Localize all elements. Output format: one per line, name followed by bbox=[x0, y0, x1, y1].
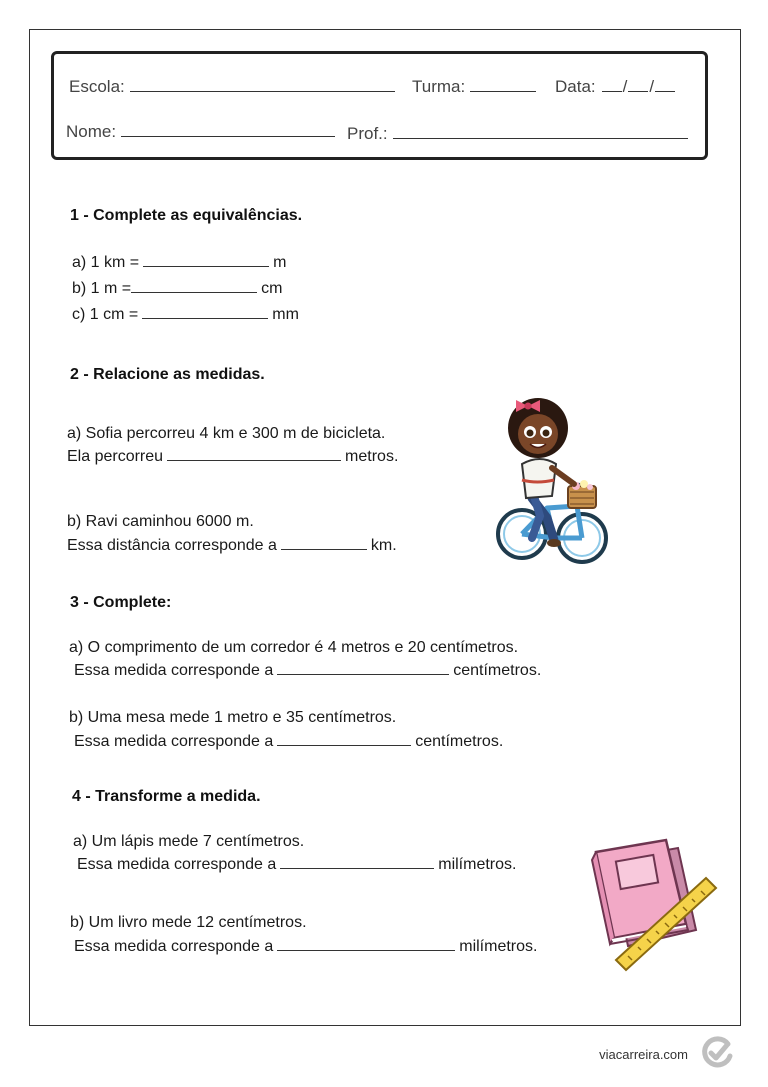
data-field[interactable]: Data: / / bbox=[555, 77, 676, 97]
date-year-line[interactable] bbox=[655, 91, 675, 92]
q3-a-line2-text: Essa medida corresponde a bbox=[74, 662, 274, 679]
turma-input-line[interactable] bbox=[470, 90, 536, 92]
turma-label: Turma: bbox=[412, 77, 466, 96]
nome-input-line[interactable] bbox=[121, 135, 335, 137]
q4-b-line2-text: Essa medida corresponde a bbox=[74, 938, 274, 955]
q2-a-line2-text: Ela percorreu bbox=[67, 448, 164, 465]
q2-b-line2-text: Essa distância corresponde a bbox=[67, 537, 277, 554]
girl-on-bicycle-icon bbox=[492, 388, 610, 576]
q2-b-line1: b) Ravi caminhou 6000 m. bbox=[67, 513, 254, 530]
q4-title: 4 - Transforme a medida. bbox=[72, 788, 261, 805]
q4-a-blank[interactable] bbox=[280, 868, 434, 869]
q3-b-line2-text: Essa medida corresponde a bbox=[74, 733, 274, 750]
q2-a-line1: a) Sofia percorreu 4 km e 300 m de bicicleta. bbox=[67, 425, 386, 442]
q4-a-line2-text: Essa medida corresponde a bbox=[77, 856, 277, 873]
q2-a-line2 bbox=[67, 448, 398, 466]
q1-item-b-text: b) 1 m = bbox=[72, 280, 132, 297]
q1-item-c-text: c) 1 cm = bbox=[72, 306, 139, 323]
books-and-ruler-icon bbox=[588, 838, 720, 974]
date-month-line[interactable] bbox=[628, 91, 648, 92]
q2-a-blank[interactable] bbox=[167, 460, 341, 461]
q3-b-line1: b) Uma mesa mede 1 metro e 35 centímetros. bbox=[69, 709, 397, 726]
nome-label: Nome: bbox=[66, 122, 117, 141]
date-day-line[interactable] bbox=[602, 91, 622, 92]
escola-field[interactable] bbox=[69, 77, 395, 97]
q1-item-b-blank[interactable] bbox=[131, 292, 257, 293]
data-label: Data: bbox=[555, 77, 596, 96]
q1-item-c bbox=[72, 306, 299, 324]
q3-a-unit: centímetros. bbox=[453, 662, 542, 679]
q1-item-a-text: a) 1 km = bbox=[72, 254, 140, 271]
q2-b-blank[interactable] bbox=[281, 549, 367, 550]
q3-a-line2 bbox=[74, 662, 541, 680]
q2-b-line2 bbox=[67, 537, 397, 555]
q1-item-a-blank[interactable] bbox=[143, 266, 269, 267]
q4-b-line1: b) Um livro mede 12 centímetros. bbox=[70, 914, 307, 931]
q1-item-b-unit: cm bbox=[261, 280, 283, 297]
prof-field[interactable] bbox=[347, 124, 688, 144]
q3-title: 3 - Complete: bbox=[70, 594, 172, 611]
q1-item-c-blank[interactable] bbox=[142, 318, 268, 319]
q1-title: 1 - Complete as equivalências. bbox=[70, 207, 303, 224]
prof-label: Prof.: bbox=[347, 124, 388, 143]
q4-b-blank[interactable] bbox=[277, 950, 455, 951]
q2-b-unit: km. bbox=[370, 537, 397, 554]
turma-field[interactable] bbox=[412, 77, 536, 97]
q1-item-c-unit: mm bbox=[272, 306, 299, 323]
q4-b-unit: milímetros. bbox=[459, 938, 538, 955]
q2-title: 2 - Relacione as medidas. bbox=[70, 366, 265, 383]
prof-input-line[interactable] bbox=[393, 137, 688, 139]
q1-item-b bbox=[72, 280, 282, 298]
q4-a-line1: a) Um lápis mede 7 centímetros. bbox=[73, 833, 305, 850]
escola-label: Escola: bbox=[69, 77, 125, 96]
q3-a-line1: a) O comprimento de um corredor é 4 metros e 20 centímetros. bbox=[69, 639, 519, 656]
q4-a-unit: milímetros. bbox=[438, 856, 517, 873]
q4-b-line2 bbox=[74, 938, 537, 956]
q3-b-blank[interactable] bbox=[277, 745, 411, 746]
site-footer: viacarreira.com bbox=[599, 1047, 688, 1062]
nome-field[interactable] bbox=[66, 122, 335, 142]
q3-a-blank[interactable] bbox=[277, 674, 449, 675]
q1-item-a bbox=[72, 254, 286, 272]
viacarreira-check-icon bbox=[700, 1036, 734, 1070]
q3-b-unit: centímetros. bbox=[415, 733, 504, 750]
q1-item-a-unit: m bbox=[273, 254, 287, 271]
q3-b-line2 bbox=[74, 733, 503, 751]
escola-input-line[interactable] bbox=[130, 90, 395, 92]
q2-a-unit: metros. bbox=[345, 448, 399, 465]
q4-a-line2 bbox=[77, 856, 516, 874]
